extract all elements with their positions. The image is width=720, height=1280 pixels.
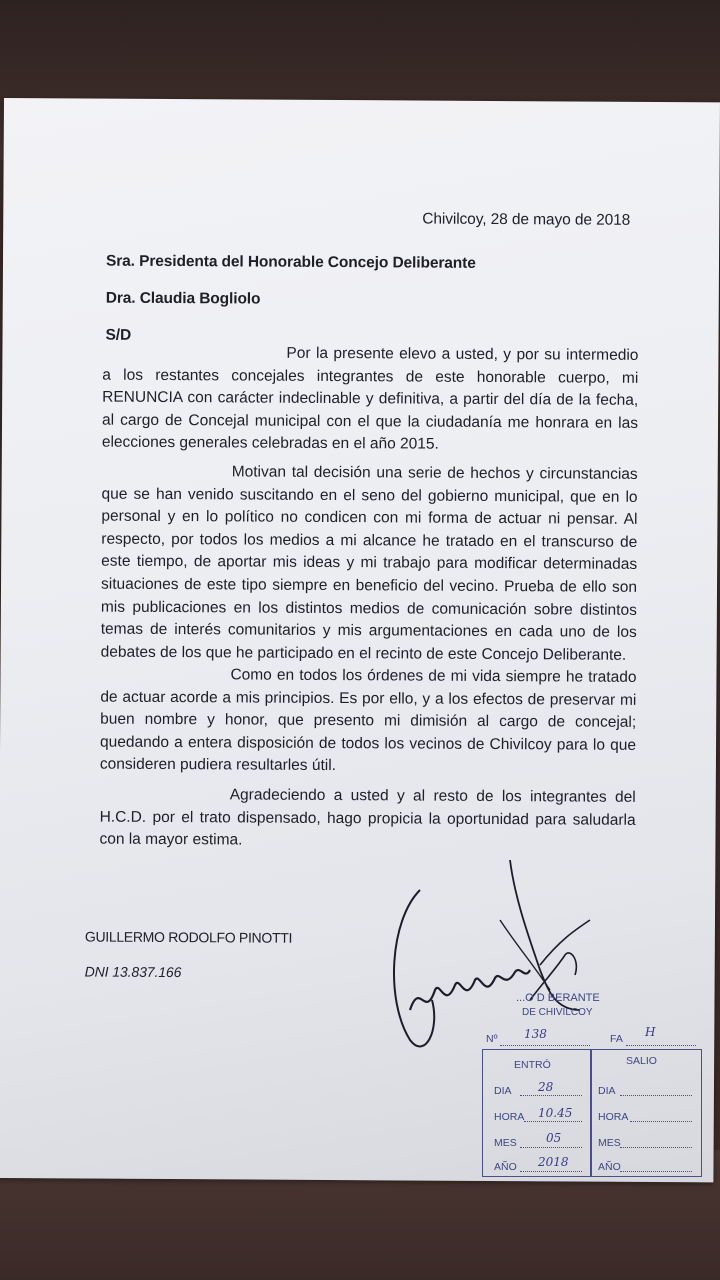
stamp-salio-label: SALIO	[626, 1055, 657, 1067]
paragraph-3: Como en todos los órdenes de mi vida siempre he tratado de actuar acorde a mis principios. Es por ello, y a los efectos de preservar mi buen nombre y honor, que presento mi dimisión al cargo de concejal; quedando a entera disposición de todos los vecinos de Chivilcoy para lo que consideren pudiera resultarles útil.	[99, 666, 637, 775]
stamp-fa-value: H	[645, 1025, 656, 1039]
stamp-fa-label: FA	[610, 1033, 623, 1045]
paragraph-2: Motivan tal decisión una serie de hechos y circunstancias que se han venido suscitando en el seno del gobierno municipal, que en lo personal y en lo político no condicen con mi forma de actuar ni pensar. Al respecto, por todos los medios a mi alcance he tratado en el transcurso de este tiempo, de aportar mis ideas y mi trabajo para modificar determinadas situaciones de este tipo siempre en beneficio del vecino. Prueba de ello son mis publicaciones en los distintos medios de comunicación sobre distintos temas de interés comunitarios y mis argumentaciones en cada uno de los debates de los que he participado en el recinto de este Concejo Deliberante.	[100, 463, 638, 664]
signer-dni: DNI 13.837.166	[84, 963, 182, 981]
stamp-hora-line	[524, 1121, 582, 1122]
stamp-salio-dia-line	[620, 1095, 692, 1096]
stamp-salio-anio-label: AÑO	[598, 1161, 621, 1173]
stamp-entro-label: ENTRÓ	[514, 1059, 551, 1071]
addressee: Sra. Presidenta del Honorable Concejo Deliberante	[105, 252, 476, 272]
stamp-anio-value: 2018	[538, 1155, 569, 1169]
stamp-dia-line	[520, 1095, 582, 1096]
stamp-hora-value: 10.45	[538, 1106, 573, 1120]
stamp-dia-value: 28	[538, 1080, 554, 1094]
paragraph-1: Por la presente elevo a usted, y por su intermedio a los restantes concejales integrantes de este honorable cuerpo, mi RENUNCIA con carácter indeclinable y definitiva, a partir del día de la fecha, al cargo de Concejal municipal con el que la ciudadanía me honrara en las elecciones generales celebradas en el año 2015.	[101, 344, 639, 454]
stamp-nro-label: Nº	[486, 1033, 498, 1045]
stamp-dia-label: DIA	[494, 1085, 512, 1097]
stamp-salio-hora-line	[630, 1121, 692, 1122]
stamp-mes-value: 05	[546, 1131, 562, 1145]
stamp-salio-hora-label: HORA	[598, 1111, 629, 1123]
reception-stamp	[480, 985, 705, 1185]
paragraph-4: Agradeciendo a usted y al resto de los integrantes del H.C.D. por el trato dispensado, hago propicia la oportunidad para saludarla con la mayor estima.	[99, 786, 636, 849]
stamp-salio-anio-line	[620, 1171, 692, 1172]
stamp-mes-label: MES	[494, 1137, 517, 1149]
stamp-nro-value: 138	[524, 1027, 547, 1041]
date-line: Chivilcoy, 28 de mayo de 2018	[422, 210, 631, 229]
stamp-anio-label: AÑO	[494, 1161, 517, 1173]
stamp-hora-label: HORA	[494, 1111, 525, 1123]
stamp-mes-line	[520, 1147, 582, 1148]
stamp-anio-line	[520, 1171, 582, 1172]
stamp-salio-mes-line	[620, 1147, 692, 1148]
stamp-salio-mes-label: MES	[598, 1137, 621, 1149]
stamp-fa-line	[626, 1045, 696, 1046]
stamp-salio-dia-label: DIA	[598, 1085, 616, 1097]
stamp-header-2: DE CHIVILCOY	[522, 1007, 593, 1018]
salutation-sd: S/D	[105, 326, 132, 344]
stamp-nro-line	[500, 1045, 590, 1046]
stamp-header-1: ...O D BERANTE	[516, 992, 600, 1004]
signer-name: GUILLERMO RODOLFO PINOTTI	[84, 928, 293, 946]
addressee-name: Dra. Claudia Bogliolo	[105, 289, 261, 308]
